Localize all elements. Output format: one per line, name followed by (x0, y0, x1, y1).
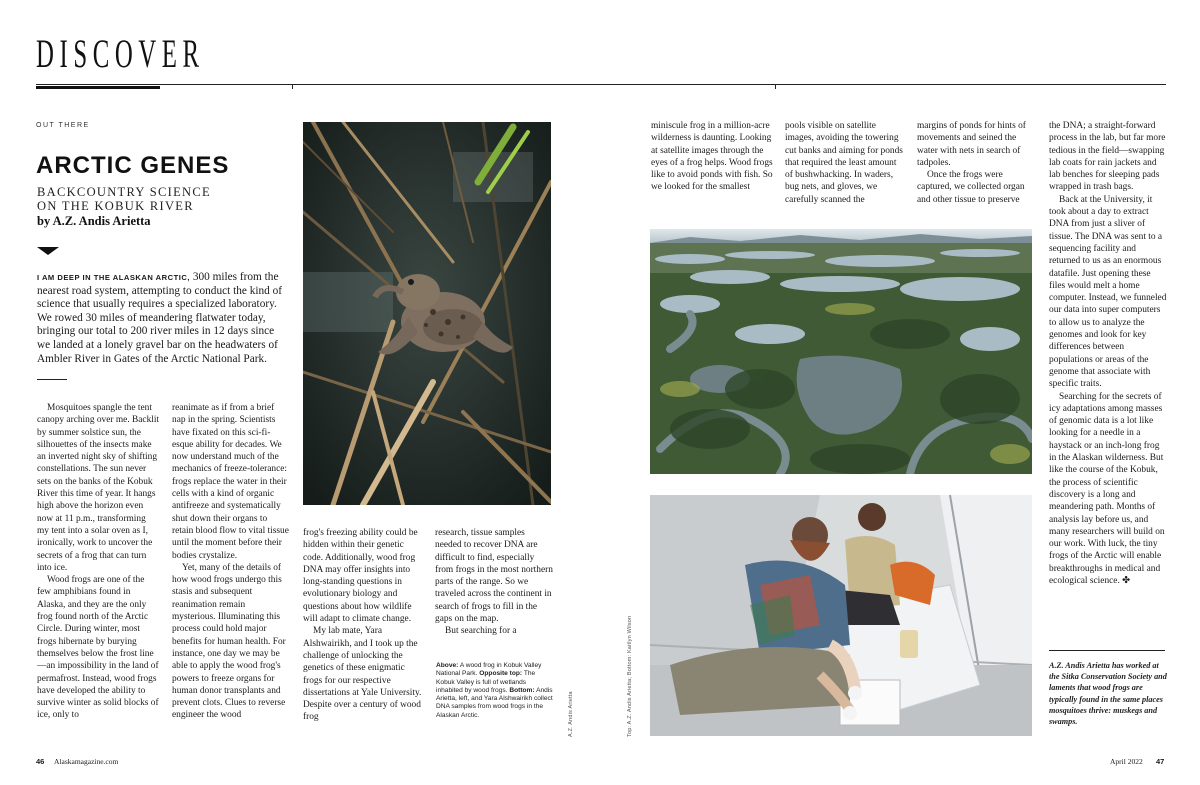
header-tick-2 (775, 84, 776, 89)
left-col-1 (37, 402, 160, 722)
caption-text-opposite: The Kobuk Valley is full of wetlands inhabited by wood frogs. (436, 670, 536, 694)
paragraph-text: Searching for the secrets of icy adaptations among masses of genomic data is a lot like looking for a needle in a haystack or an inch-long frog in the Alaskan wilderness. But like the course of the Kobuk, the process of scientific discovery is a long and meandering path. Months of analysis lay before us, and many researchers will build on our work. With luck, the tiny frogs of the Arctic will enable breakthroughs in medical and ecological science. (1049, 391, 1165, 586)
paragraph: Wood frogs are one of the few amphibians found in Alaska, and they are the only frog found north of the Arctic Circle. During winter, most frogs hibernate by burying themselves below the frost line—an impossibility in the land of permafrost. Instead, wood frogs have developed the ability to survive winter as solid blocks of ice, only to (37, 575, 159, 721)
folio-page-right: 47 (1156, 757, 1165, 766)
paragraph: reanimate as if from a brief nap in the spring. Scientists have fixated on this sci-fi-esque ability for decades. We now understand much of the mechanics of freeze-tolerance: frogs replace the water in their cells with a kind of organic antifreeze and systematically shut down their organs to retain blood flow to vital tissue until the moment before their bodies crystalize. (172, 403, 289, 561)
paragraph: margins of ponds for hints of movements and seined the water with nets in search of tadpoles. (917, 121, 1026, 168)
wetlands-photo-art (650, 229, 1032, 474)
folio-date: April 2022 (1110, 757, 1143, 766)
intro-paragraph (37, 271, 287, 366)
caption-label-opposite: Opposite top: (479, 670, 523, 678)
header-rule-thick (36, 86, 160, 89)
photo-caption (436, 662, 554, 720)
paragraph: My lab mate, Yara Alshwairikh, and I took up the challenge of unlocking the genetics of these enigmatic frogs for our respective dissertations at Yale University. Despite over a century of wood frog (303, 626, 422, 723)
down-triangle-icon (37, 247, 59, 255)
researchers-photo-art (650, 495, 1032, 736)
caption-label-bottom: Bottom: (509, 686, 535, 694)
paragraph: pools visible on satellite images, avoiding the towering cut banks and aiming for ponds that required the least amount of bushwhacking. In waders, bug nets, and gloves, we carefully scanned the (785, 121, 903, 205)
paragraph: frog's freezing ability could be hidden within their genetic code. Additionally, wood frog DNA may offer insights into long-standing questions in evolutionary biology and questions about how wildlife will adapt to climate change. (303, 528, 418, 625)
section-header: DISCOVER (36, 31, 205, 76)
header-rule-thin (36, 84, 1166, 85)
paragraph: the DNA; a straight-forward process in the lab, but far more tedious in the field—swapping lab coats for rain jackets and lab benches for sleeping pads wrapped in trash bags. (1049, 121, 1166, 193)
intro-lead: I AM DEEP IN THE ALASKAN ARCTIC, (37, 273, 190, 282)
right-col-4 (1049, 120, 1167, 587)
left-col-4 (435, 527, 553, 638)
intro-text: 300 miles from the nearest road system, attempting to conduct the kind of science that usually requires a specialized laboratory. We rowed 30 miles of meandering flatwater today, bringing our total to 200 river miles in 12 days since we landed at a lonely gravel bar on the headwaters of Ambler River in Gates of the Arctic National Park. (37, 271, 283, 365)
paragraph: research, tissue samples needed to recover DNA are difficult to find, especially from frogs in the most northern parts of the range. So we traveled across the continent in search of frogs to fill in the gaps on the map. (435, 528, 553, 625)
left-col-3 (303, 527, 423, 724)
researchers-photo (650, 495, 1032, 736)
folio-page-left: 46 (36, 757, 45, 766)
paragraph: But searching for a (445, 626, 517, 637)
bio-divider (1049, 650, 1165, 651)
paragraph: miniscule frog in a million-acre wilderness is daunting. Looking at satellite images through the eyes of a frog helps. Wood frogs like to avoid ponds with fish. So we looked for the smallest (651, 121, 773, 193)
folio-site: Alaskamagazine.com (54, 757, 119, 766)
paragraph: Once the frogs were captured, we collected organ and other tissue to preserve (917, 170, 1025, 205)
article-subtitle (37, 185, 211, 213)
subtitle-line-1: BACKCOUNTRY SCIENCE (37, 185, 211, 199)
right-col-3 (917, 120, 1035, 206)
caption-text-bottom: Andis Arietta, left, and Yara Alshwairikh collect DNA samples from wood frogs in the Alaskan Arctic. (436, 686, 553, 719)
paragraph: Mosquitoes spangle the tent canopy arching over me. Backlit by summer solstice sun, the silhouettes of the insects make an inverted night sky of shifting constellations. The sun never sets on the banks of the Kobuk River this time of year. It hangs high above the horizon even now at 11 p.m., transforming my tent into a solar oven as I, ironically, work to uncover the secrets of a frog that can turn into ice. (37, 403, 160, 573)
paragraph: Yet, many of the details of how wood frogs undergo this stasis and subsequent reanimation remain mysterious. Illuminating this process could hold major benefits for human health. For instance, one day we may be able to apply the wood frog's powers to freeze organs for human donor transplants and prevent clots. Clues to reverse engineer the wood (172, 562, 286, 721)
end-mark-icon: ✤ (1122, 575, 1130, 586)
frog-photo-art (303, 122, 551, 505)
subtitle-line-2: ON THE KOBUK RIVER (37, 199, 194, 213)
article-title: ARCTIC GENES (36, 152, 230, 179)
caption-text-above: A wood frog in Kobuk Valley National Park. (436, 662, 542, 678)
paragraph: Back at the University, it took about a day to extract DNA from just a sliver of tissue. The DNA was sent to a sequencing facility and returned to us as an enormous datafile. Just opening these files would melt a home computer. Instead, we funneled our data into super computers to allow us to analyze the genomes and look for key differences between populations or areas of the genome that associate with specific traits. (1049, 194, 1167, 390)
wetlands-photo (650, 229, 1032, 474)
paragraph (1049, 391, 1167, 588)
header-tick-1 (292, 84, 293, 89)
intro-divider (37, 379, 67, 380)
photo-credit-left: A.Z. Andis Arietta (568, 691, 574, 737)
left-col-2 (172, 402, 289, 722)
right-col-2 (785, 120, 903, 206)
caption-label-above: Above: (436, 662, 459, 669)
byline: by A.Z. Andis Arietta (37, 214, 151, 228)
photo-credit-right: Top: A.Z. Andis Arietta; Bottom: Kaitlyn Wilson (627, 615, 633, 737)
author-bio: A.Z. Andis Arietta has worked at the Sitka Conservation Society and laments that wood frogs are typically found in the same places mosquitoes thrive: muskegs and swamps. (1049, 661, 1167, 727)
right-col-1 (651, 120, 773, 194)
kicker: OUT THERE (36, 122, 90, 129)
frog-photo (303, 122, 551, 505)
